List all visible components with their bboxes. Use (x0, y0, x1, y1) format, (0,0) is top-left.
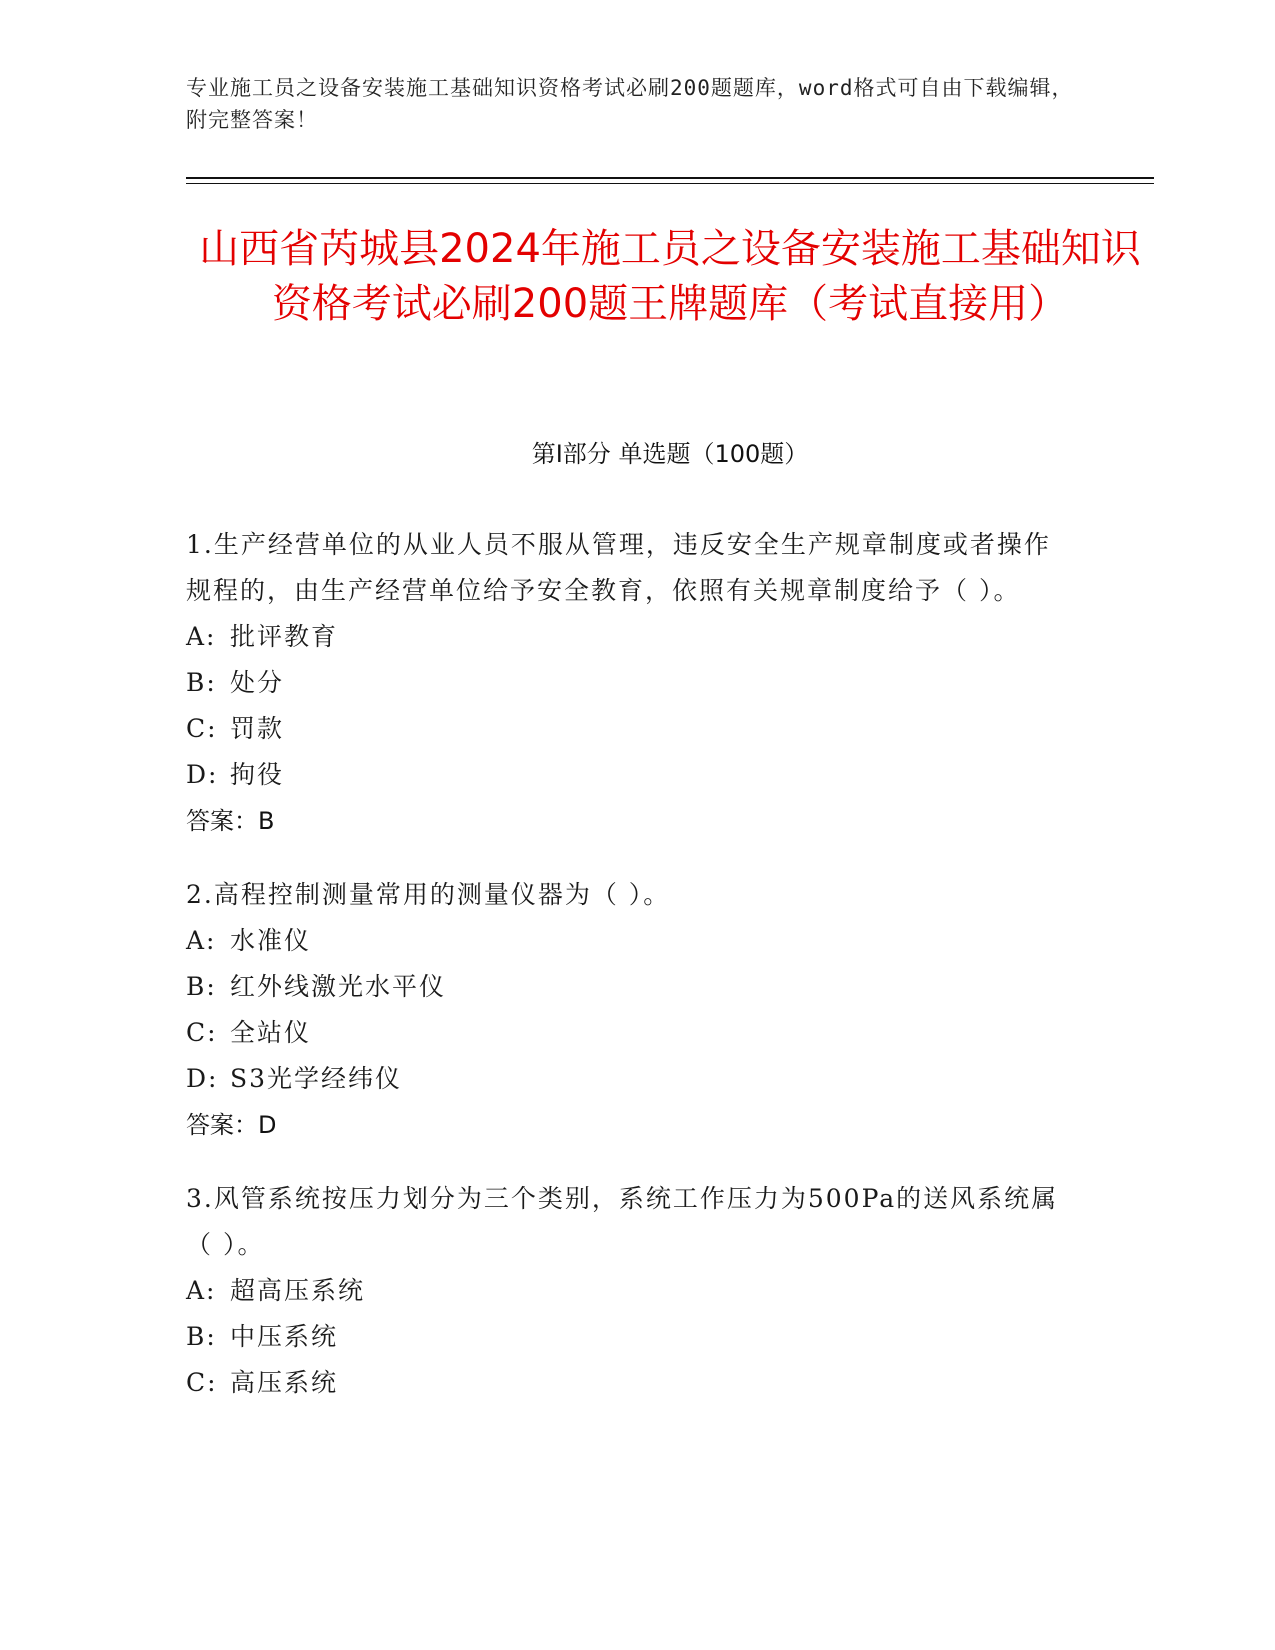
answer-line: 答案：D (186, 1111, 277, 1139)
option-text: 水准仪 (230, 926, 312, 955)
option-a (186, 1268, 1066, 1314)
option-key: A: (186, 926, 217, 955)
question-2 (186, 872, 1066, 1148)
option-b (186, 1314, 1066, 1360)
option-c (186, 1360, 1066, 1406)
option-text: 红外线激光水平仪 (230, 972, 447, 1001)
option-d (186, 752, 1066, 798)
option-key: C: (186, 1368, 218, 1397)
question-list (186, 522, 1066, 1434)
answer-line: 答案：B (186, 807, 275, 835)
option-text: 全站仪 (230, 1018, 312, 1047)
option-text: 批评教育 (230, 622, 339, 651)
header-divider-thin (186, 183, 1154, 184)
document-title: 山西省芮城县2024年施工员之设备安装施工基础知识资格考试必刷200题王牌题库（考试直接用） (199, 226, 1141, 327)
option-b (186, 660, 1066, 706)
option-text: 超高压系统 (230, 1276, 366, 1305)
header-note: 专业施工员之设备安装施工基础知识资格考试必刷200题题库，word格式可自由下载编辑，附完整答案！ (186, 76, 1074, 132)
header-divider-thick (186, 177, 1154, 179)
option-key: B: (186, 668, 217, 697)
option-text: 拘役 (230, 760, 285, 789)
option-c (186, 1010, 1066, 1056)
option-key: D: (186, 1064, 219, 1093)
option-d (186, 1056, 1066, 1102)
option-a (186, 918, 1066, 964)
option-text: S3光学经纬仪 (230, 1064, 403, 1093)
option-key: D: (186, 760, 219, 789)
question-stem: 3.风管系统按压力划分为三个类别，系统工作压力为500Pa的送风系统属（ ）。 (186, 1184, 1059, 1259)
option-key: B: (186, 1322, 217, 1351)
option-text: 中压系统 (230, 1322, 339, 1351)
question-stem: 2.高程控制测量常用的测量仪器为（ ）。 (186, 880, 671, 909)
option-text: 罚款 (230, 714, 285, 743)
option-key: B: (186, 972, 217, 1001)
option-key: A: (186, 1276, 217, 1305)
document-page (186, 0, 1156, 1650)
option-text: 处分 (230, 668, 285, 697)
option-b (186, 964, 1066, 1010)
option-c (186, 706, 1066, 752)
option-key: A: (186, 622, 217, 651)
question-3 (186, 1176, 1066, 1406)
option-key: C: (186, 1018, 218, 1047)
option-text: 高压系统 (230, 1368, 339, 1397)
section-heading: 第I部分 单选题（100题） (531, 440, 809, 468)
question-1 (186, 522, 1066, 844)
option-key: C: (186, 714, 218, 743)
option-a (186, 614, 1066, 660)
question-stem: 1.生产经营单位的从业人员不服从管理，违反安全生产规章制度或者操作规程的，由生产经营单位给予安全教育，依照有关规章制度给予（ ）。 (186, 530, 1051, 605)
